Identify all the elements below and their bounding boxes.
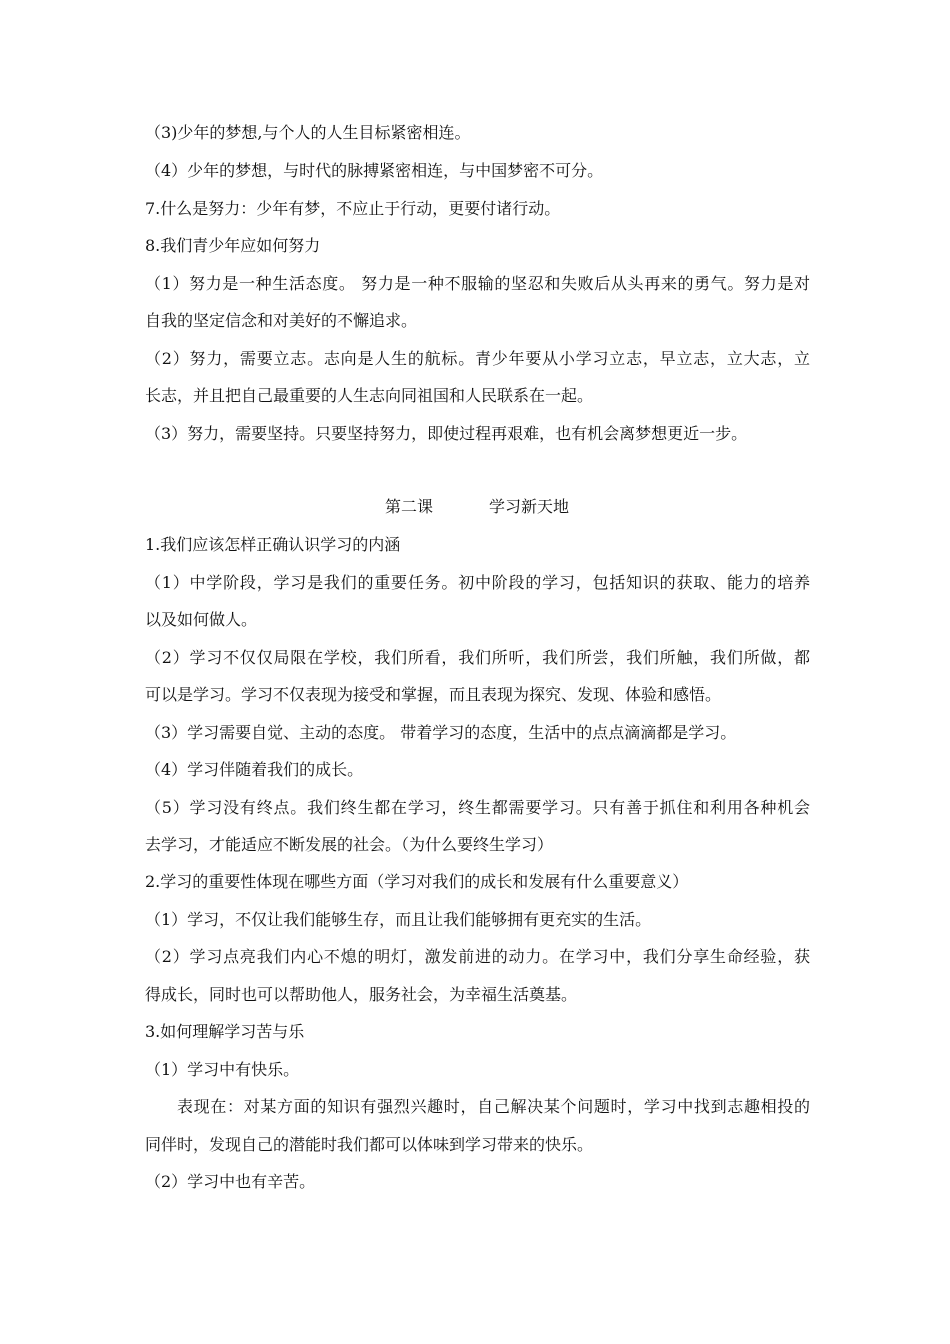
paragraph-line: 去学习，才能适应不断发展的社会。（为什么要终生学习）: [145, 835, 554, 854]
paragraph-line: 2.学习的重要性体现在哪些方面（学习对我们的成长和发展有什么重要意义）: [145, 872, 689, 891]
paragraph-line: （4）学习伴随着我们的成长。: [145, 760, 364, 779]
paragraph-line: （2）学习点亮我们内心不熄的明灯，激发前进的动力。在学习中，我们分享生命经验，获: [145, 947, 810, 966]
paragraph-line: （1）努力是一种生活态度。 努力是一种不服输的坚忍和失败后从头再来的勇气。努力是对: [145, 274, 810, 293]
paragraph-line: 8.我们青少年应如何努力: [145, 236, 321, 255]
paragraph-line: 同伴时，发现自己的潜能时我们都可以体味到学习带来的快乐。: [145, 1135, 594, 1154]
paragraph-line: （4）少年的梦想，与时代的脉搏紧密相连，与中国梦密不可分。: [145, 161, 604, 180]
lesson-number: 第二课: [385, 497, 434, 516]
paragraph-line: （1）学习中有快乐。: [145, 1060, 300, 1079]
paragraph-line: 自我的坚定信念和对美好的不懈追求。: [145, 311, 418, 330]
paragraph-line: （3)少年的梦想,与个人的人生目标紧密相连。: [145, 123, 471, 142]
paragraph-line: （2）努力，需要立志。志向是人生的航标。青少年要从小学习立志，早立志，立大志，立: [145, 349, 810, 368]
paragraph-line: 表现在：对某方面的知识有强烈兴趣时，自己解决某个问题时，学习中找到志趣相投的: [177, 1097, 810, 1116]
paragraph-line: 以及如何做人。: [145, 610, 258, 629]
paragraph-line: （5）学习没有终点。我们终生都在学习，终生都需要学习。只有善于抓住和利用各种机会: [145, 798, 810, 817]
paragraph-line: 长志，并且把自己最重要的人生志向同祖国和人民联系在一起。: [145, 386, 594, 405]
lesson-heading: [385, 497, 569, 517]
paragraph-line: （1）中学阶段，学习是我们的重要任务。初中阶段的学习，包括知识的获取、能力的培养: [145, 573, 810, 592]
paragraph-line: （3）学习需要自觉、主动的态度。 带着学习的态度，生活中的点点滴滴都是学习。: [145, 723, 737, 742]
paragraph-line: （1）学习，不仅让我们能够生存，而且让我们能够拥有更充实的生活。: [145, 910, 652, 929]
paragraph-line: （2）学习中也有辛苦。: [145, 1172, 316, 1191]
paragraph-line: （2）学习不仅仅局限在学校，我们所看，我们所听，我们所尝，我们所触，我们所做，都: [145, 648, 810, 667]
lesson-title: 学习新天地: [489, 497, 570, 516]
paragraph-line: 7.什么是努力：少年有梦，不应止于行动，更要付诸行动。: [145, 199, 561, 218]
paragraph-line: 可以是学习。学习不仅表现为接受和掌握，而且表现为探究、发现、体验和感悟。: [145, 685, 722, 704]
paragraph-line: 3.如何理解学习苦与乐: [145, 1022, 305, 1041]
paragraph-line: 得成长，同时也可以帮助他人，服务社会，为幸福生活奠基。: [145, 985, 578, 1004]
paragraph-line: 1.我们应该怎样正确认识学习的内涵: [145, 535, 401, 554]
paragraph-line: （3）努力，需要坚持。只要坚持努力，即使过程再艰难，也有机会离梦想更近一步。: [145, 424, 748, 443]
